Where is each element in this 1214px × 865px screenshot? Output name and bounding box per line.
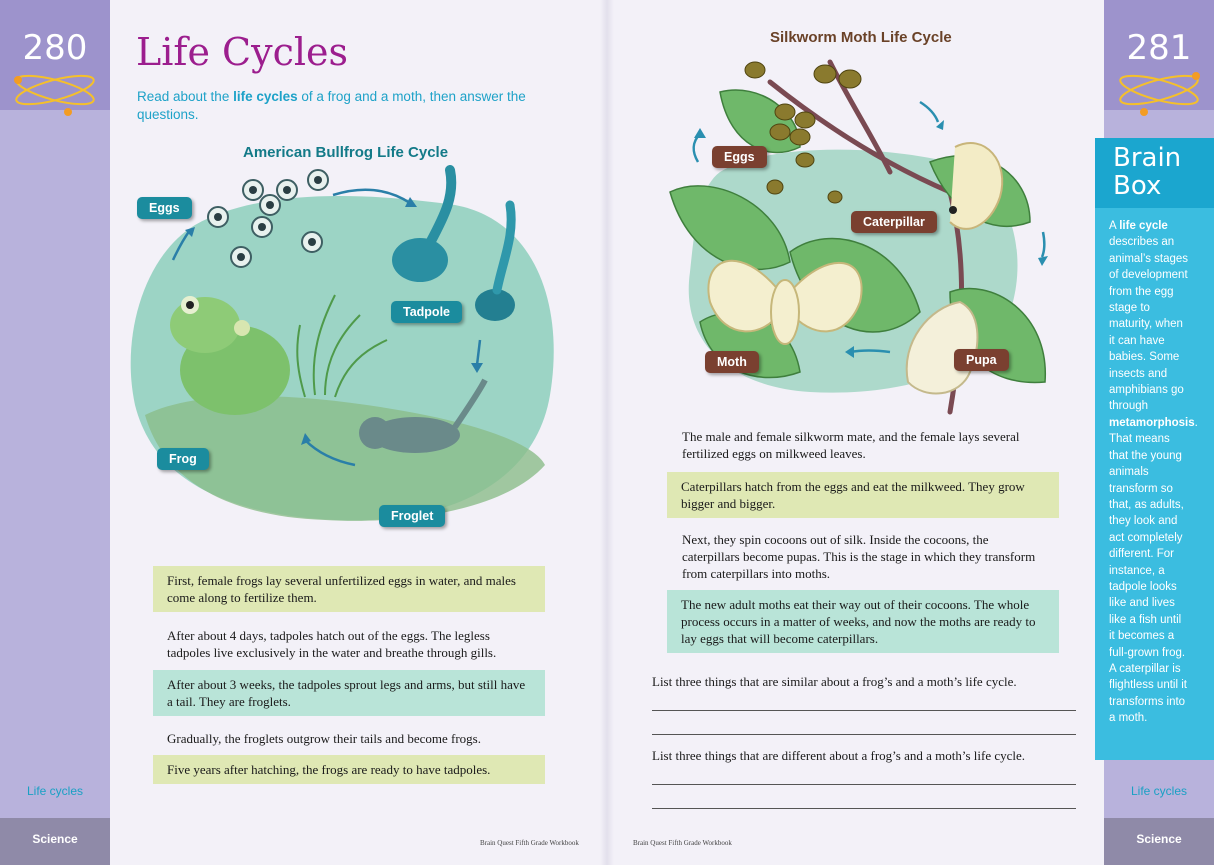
moth-paragraph-2: Caterpillars hatch from the eggs and eat the milkweed. They grow bigger and bigger.	[667, 472, 1059, 518]
moth-diagram-title: Silkworm Moth Life Cycle	[770, 29, 952, 46]
caterpillar-label: Caterpillar	[851, 211, 937, 233]
topic-label-left: Life cycles	[26, 784, 84, 798]
frog-paragraph-1: First, female frogs lay several unfertilized eggs in water, and males come along to fertilize them.	[153, 566, 545, 612]
footer-right: Brain Quest Fifth Grade Workbook	[633, 839, 732, 847]
footer-left: Brain Quest Fifth Grade Workbook	[480, 839, 579, 847]
answer-line[interactable]	[652, 710, 1076, 711]
frog-label: Frog	[157, 448, 209, 470]
frog-diagram-title: American Bullfrog Life Cycle	[243, 144, 449, 161]
page-number-right: 281	[1126, 28, 1192, 68]
intro-text: Read about the life cycles of a frog and a moth, then answer the questions.	[137, 89, 526, 122]
pupa-label: Pupa	[954, 349, 1009, 371]
answer-line[interactable]	[652, 784, 1076, 785]
moth-paragraph-1: The male and female silkworm mate, and the female lays several fertilized eggs on milkweed leaves.	[682, 429, 1020, 461]
moth-label: Moth	[705, 351, 759, 373]
frog-eggs-label: Eggs	[137, 197, 192, 219]
subject-label-left: Science	[0, 818, 110, 865]
answer-line[interactable]	[652, 734, 1076, 735]
frog-paragraph-2: After about 4 days, tadpoles hatch out of the eggs. The legless tadpoles live exclusively in the water and breathe through gills.	[167, 628, 497, 660]
left-side-strip	[0, 0, 110, 865]
moth-eggs-label: Eggs	[712, 146, 767, 168]
brain-box	[1095, 138, 1214, 760]
tadpole-label: Tadpole	[391, 301, 462, 323]
brain-box-title: Brain Box	[1113, 143, 1182, 201]
brain-box-text: A life cycle describes an animal’s stages of development from the egg stage to maturity, when it can have babies. Some insects and amphibians go through metamorphosis. That means that the young animals transform so that, as adults, they look and act completely different. For instance, a tadpole looks like and lives like a fish until it becomes a full-grown frog. A caterpillar is flightless until it transforms into a moth.	[1109, 220, 1198, 725]
answer-line[interactable]	[652, 808, 1076, 809]
frog-paragraph-5: Five years after hatching, the frogs are ready to have tadpoles.	[153, 755, 545, 784]
moth-life-cycle-illustration	[650, 52, 1060, 430]
question-different: List three things that are different about a frog’s and a moth’s life cycle.	[652, 748, 1026, 763]
frog-life-cycle-illustration	[125, 165, 565, 530]
atom-orbit-icon	[10, 62, 100, 122]
page-number-left: 280	[22, 28, 88, 68]
frog-paragraph-4: Gradually, the froglets outgrow their tails and become frogs.	[167, 731, 481, 746]
subject-label-right: Science	[1104, 818, 1214, 865]
moth-paragraph-4: The new adult moths eat their way out of their cocoons. The whole process occurs in a matter of weeks, and now the moths are ready to lay eggs that will become caterpillars.	[667, 590, 1059, 653]
page-title: Life Cycles	[136, 30, 348, 74]
froglet-label: Froglet	[379, 505, 445, 527]
question-similar: List three things that are similar about a frog’s and a moth’s life cycle.	[652, 674, 1017, 689]
topic-label-right: Life cycles	[1130, 784, 1188, 798]
frog-paragraph-3: After about 3 weeks, the tadpoles sprout legs and arms, but still have a tail. They are froglets.	[153, 670, 545, 716]
atom-orbit-icon	[1114, 62, 1204, 122]
book-gutter	[600, 0, 614, 865]
moth-paragraph-3: Next, they spin cocoons out of silk. Inside the cocoons, the caterpillars become pupas. This is the stage in which they transform from caterpillars into moths.	[682, 532, 1036, 581]
